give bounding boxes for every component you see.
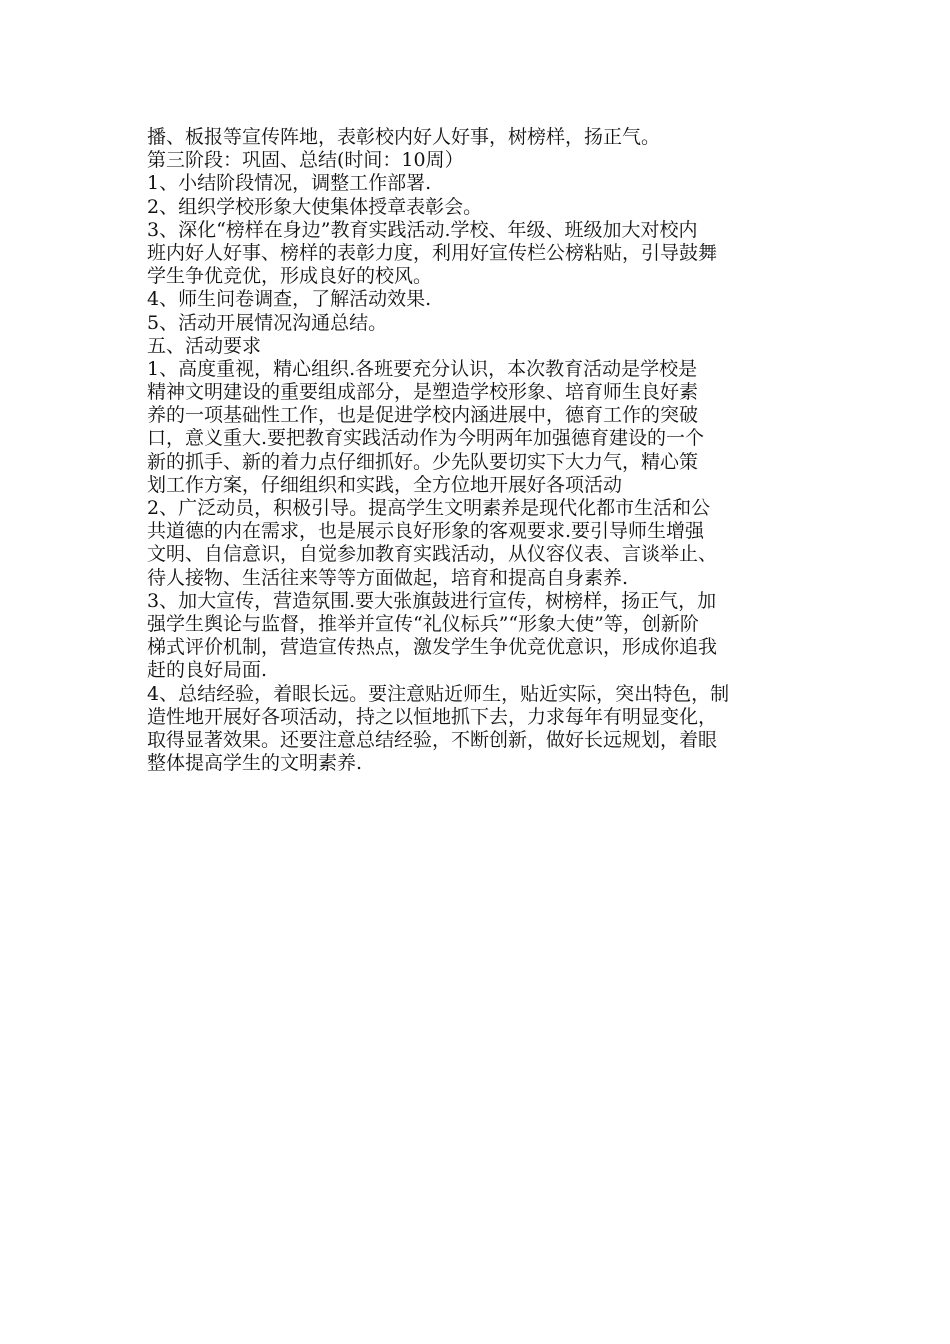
text-line: 口，意义重大.要把教育实践活动作为今明两年加强德育建设的一个 bbox=[147, 427, 705, 450]
section-heading-requirements: 五、活动要求 bbox=[147, 334, 262, 357]
document-page bbox=[147, 126, 827, 775]
text-line: 造性地开展好各项活动，持之以恒地抓下去，力求每年有明显变化， bbox=[147, 705, 718, 728]
text-line: 整体提高学生的文明素养. bbox=[147, 752, 363, 775]
text-line: 学生争优竞优，形成良好的校风。 bbox=[147, 265, 433, 288]
text-line: 精神文明建设的重要组成部分，是塑造学校形象、培育师生良好素 bbox=[147, 381, 699, 404]
text-line: 划工作方案，仔细组织和实践，全方位地开展好各项活动 bbox=[147, 473, 623, 496]
text-line: 3、深化“榜样在身边”教育实践活动.学校、年级、班级加大对校内 bbox=[147, 218, 698, 241]
text-line: 播、板报等宣传阵地，表彰校内好人好事，树榜样，扬正气。 bbox=[147, 126, 661, 148]
text-line: 梯式评价机制，营造宣传热点，激发学生争优竞优意识，形成你追我 bbox=[147, 636, 718, 659]
text-line: 新的抓手、新的着力点仔细抓好。少先队要切实下大力气，精心策 bbox=[147, 450, 699, 473]
text-line: 待人接物、生活往来等等方面做起，培育和提高自身素养. bbox=[147, 566, 629, 589]
text-line: 4、总结经验，着眼长远。要注意贴近师生，贴近实际，突出特色，制 bbox=[147, 682, 730, 705]
text-line: 共道德的内在需求，也是展示良好形象的客观要求.要引导师生增强 bbox=[147, 520, 705, 543]
text-line: 强学生舆论与监督，推举并宣传“礼仪标兵”“形象大使”等，创新阶 bbox=[147, 612, 699, 635]
text-line: 2、广泛动员，积极引导。提高学生文明素养是现代化都市生活和公 bbox=[147, 497, 711, 519]
text-line: 1、小结阶段情况，调整工作部署. bbox=[147, 172, 432, 195]
section-heading-stage-three: 第三阶段：巩固、总结(时间：10周） bbox=[147, 149, 464, 172]
text-line: 5、活动开展情况沟通总结。 bbox=[147, 311, 388, 334]
text-line: 4、师生问卷调查，了解活动效果. bbox=[147, 288, 432, 311]
text-line: 班内好人好事、榜样的表彰力度，利用好宣传栏公榜粘贴，引导鼓舞 bbox=[147, 241, 718, 264]
text-line: 3、加大宣传，营造氛围.要大张旗鼓进行宣传，树榜样，扬正气，加 bbox=[147, 589, 717, 612]
text-line: 2、组织学校形象大使集体授章表彰会。 bbox=[147, 195, 483, 218]
text-line: 文明、自信意识，自觉参加教育实践活动，从仪容仪表、言谈举止、 bbox=[147, 543, 718, 566]
text-line: 赶的良好局面. bbox=[147, 659, 268, 682]
text-line: 1、高度重视，精心组织.各班要充分认识，本次教育活动是学校是 bbox=[147, 357, 698, 380]
text-line: 养的一项基础性工作，也是促进学校内涵进展中，德育工作的突破 bbox=[147, 404, 699, 427]
text-line: 取得显著效果。还要注意总结经验，不断创新，做好长远规划，着眼 bbox=[147, 728, 718, 751]
